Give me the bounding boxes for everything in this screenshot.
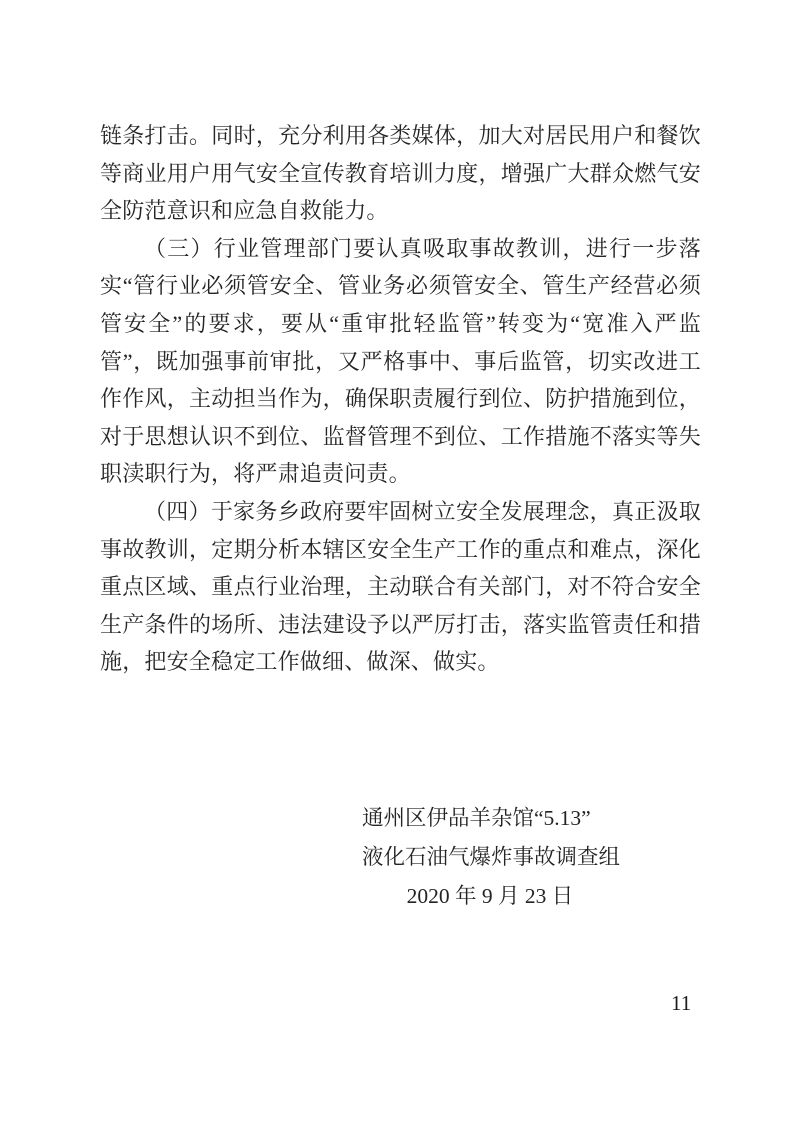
page-number: 11	[671, 991, 692, 1015]
paragraph-item-4: （四）于家务乡政府要牢固树立安全发展理念，真正汲取事故教训，定期分析本辖区安全生产工作的重点和难点，深化重点区域、重点行业治理，主动联合有关部门，对不符合安全生产条件的场所、违法建设予以严厉打击，落实监管责任和措施，把安全稳定工作做细、做深、做实。	[100, 498, 701, 675]
paragraph-item-3: （三）行业管理部门要认真吸取事故教训，进行一步落实“管行业必须管安全、管业务必须管安全、管生产经营必须管安全”的要求，要从“重审批轻监管”转变为“宽准入严监管”，既加强事前审批，又严格事中、事后监管，切实改进工作作风，主动担当作为，确保职责履行到位、防护措施到位，对于思想认识不到位、监督管理不到位、工作措施不落实等失职渎职行为，将严肃追责问责。	[100, 235, 701, 487]
signature-line-1: 通州区伊品羊杂馆“5.13”	[362, 806, 591, 830]
paragraph-continuation: 链条打击。同时，充分利用各类媒体，加大对居民用户和餐饮等商业用户用气安全宣传教育培训力度，增强广大群众燃气安全防范意识和应急自救能力。	[100, 123, 701, 224]
signature-block	[362, 799, 621, 916]
signature-date: 2020 年 9 月 23 日	[406, 884, 574, 908]
document-body	[100, 117, 701, 681]
signature-line-2: 液化石油气爆炸事故调查组	[362, 845, 621, 869]
